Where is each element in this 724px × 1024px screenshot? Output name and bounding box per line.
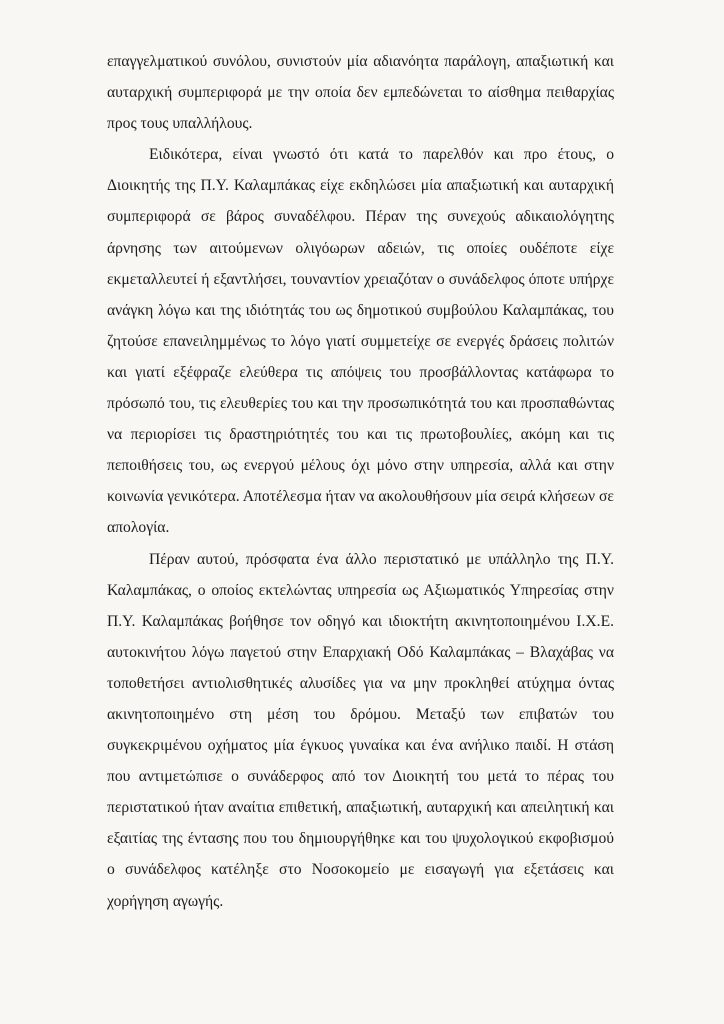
paragraph-3: Πέραν αυτού, πρόσφατα ένα άλλο περιστατικό με υπάλληλο της Π.Υ. Καλαμπάκας, ο οποίος εκτελώντας υπηρεσία ως Αξιωματικός Υπηρεσίας στην Π.Υ. Καλαμπάκας βοήθησε τον οδηγό και ιδιοκτήτη ακινητοποιημένου Ι.Χ.Ε. αυτοκινήτου λόγω παγετού στην Επαρχιακή Οδό Καλαμπάκας – Βλαχάβας να τοποθετήσει αντιολισθητικές αλυσίδες για να μην προκληθεί ατύχημα όντας ακινητοποιημένο στη μέση του δρόμου. Μεταξύ των επιβατών του συγκεκριμένου οχήματος μία έγκυος γυναίκα και ένα ανήλικο παιδί. Η στάση που αντιμετώπισε ο συνάδερφος από τον Διοικητή του μετά το πέρας του περιστατικού ήταν αναίτια επιθετική, απαξιωτική, αυταρχική και απειλητική και εξαιτίας της έντασης που του δημιουργήθηκε και του ψυχολογικού εκφοβισμού ο συνάδελφος κατέληξε στο Νοσοκομείο με εισαγωγή για εξετάσεις και χορήγηση αγωγής. <box>107 550 614 910</box>
paragraph-2: Ειδικότερα, είναι γνωστό ότι κατά το παρελθόν και προ έτους, ο Διοικητής της Π.Υ. Καλαμπάκας είχε εκδηλώσει μία απαξιωτική και αυταρχική συμπεριφορά σε βάρος συναδέλφου. Πέραν της συνεχούς αδικαιολόγητης άρνησης των αιτούμενων ολιγόωρων αδειών, τις οποίες ουδέποτε είχε εκμεταλλευτεί ή εξαντλήσει, τουναντίον χρειαζόταν ο συνάδελφος όποτε υπήρχε ανάγκη λόγω και της ιδιότητάς του ως δημοτικού συμβούλου Καλαμπάκας, του ζητούσε επανειλημμένως το λόγο γιατί συμμετείχε σε ενεργές δράσεις πολιτών και γιατί εξέφραζε ελεύθερα τις απόψεις του προσβάλλοντας κατάφωρα το πρόσωπό του, τις ελευθερίες του και την προσωπικότητά του και προσπαθώντας να περιορίσει τις δραστηριότητές του και τις πρωτοβουλίες, ακόμη και τις πεποιθήσεις του, ως ενεργού μέλους όχι μόνο στην υπηρεσία, αλλά και στην κοινωνία γενικότερα. Αποτέλεσμα ήταν να ακολουθήσουν μία σειρά κλήσεων σε απολογία. <box>107 146 614 537</box>
document-body <box>107 46 614 917</box>
paragraph-1: επαγγελματικού συνόλου, συνιστούν μία αδιανόητα παράλογη, απαξιωτική και αυταρχική συμπεριφορά με την οποία δεν εμπεδώνεται το αίσθημα πειθαρχίας προς τους υπαλλήλους. <box>107 53 614 133</box>
